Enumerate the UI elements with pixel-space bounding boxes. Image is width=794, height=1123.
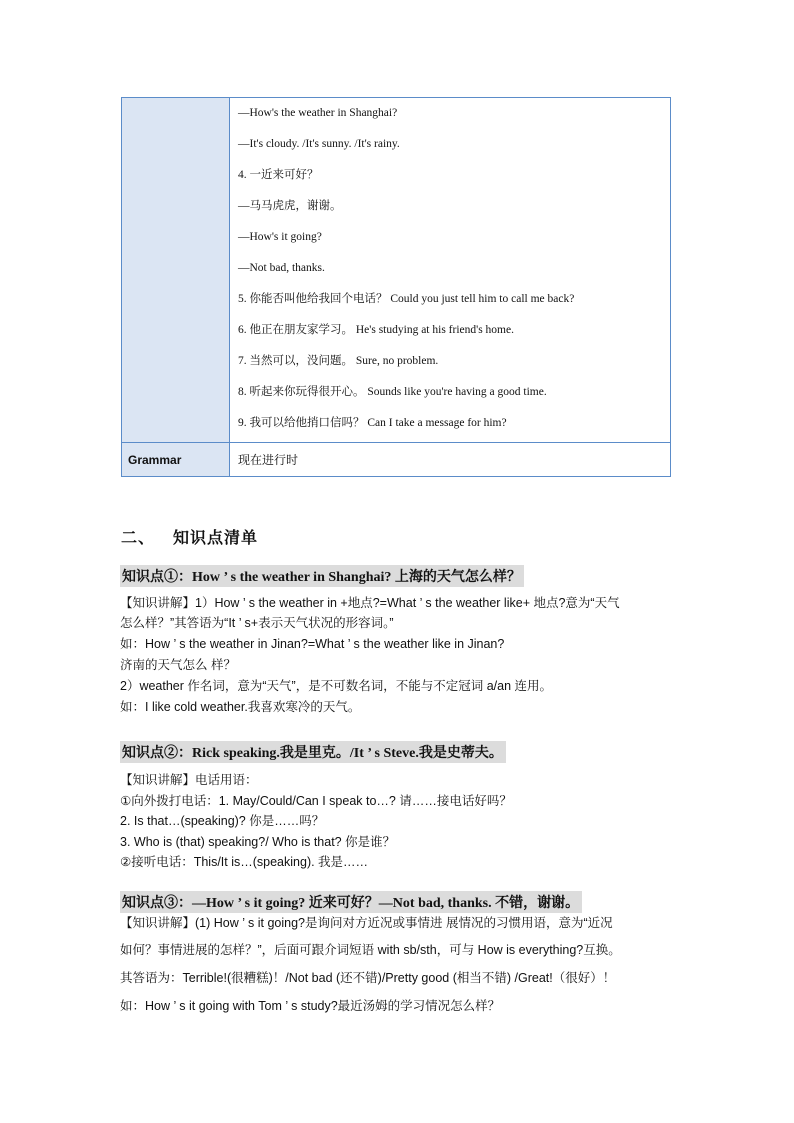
section-number: 二、: [121, 528, 156, 547]
table-line: —How's it going?: [238, 231, 322, 243]
kp3-heading: 知识点③：—How ’ s it going? 近来可好？—Not bad, thanks. 不错，谢谢。: [120, 891, 582, 913]
kp3-line: 其答语为：Terrible!(很糟糕)！/Not bad (还不错)/Pretty good (相当不错) /Great!（很好）！: [120, 971, 616, 985]
kp1-heading: 知识点①：How ’ s the weather in Shanghai? 上海的天气怎么样？: [120, 565, 524, 587]
kp1-line: 【知识讲解】1）How ’ s the weather in +地点?=What ’ s the weather like+ 地点?意为“天气: [120, 596, 620, 610]
table-line: 4. 一近来可好？: [238, 169, 319, 181]
vocab-table: [121, 97, 671, 477]
table-row-grammar: [122, 442, 670, 476]
kp2-line: 【知识讲解】电话用语：: [120, 773, 258, 787]
kp2-line: 3. Who is (that) speaking?/ Who is that? 你是谁？: [120, 835, 396, 849]
table-line: 9. 我可以给他捎口信吗？ Can I take a message for him?: [238, 417, 507, 429]
kp1-line: 2）weather 作名词，意为“天气”，是不可数名词，不能与不定冠词 a/an 连用。: [120, 679, 552, 693]
kp3-line: 如：How ’ s it going with Tom ’ s study?最近汤姆的学习情况怎么样？: [120, 999, 501, 1013]
table-row-expressions: [122, 98, 670, 442]
table-line: 6. 他正在朋友家学习。 He's studying at his friend's home.: [238, 324, 514, 336]
table-line: —How's the weather in Shanghai?: [238, 107, 398, 119]
section-title: 知识点清单: [173, 528, 259, 547]
section-heading: [121, 525, 258, 548]
grammar-label: Grammar: [122, 443, 230, 476]
kp1-line: 济南的天气怎么 样？: [120, 658, 236, 672]
table-line: 7. 当然可以，没问题。 Sure, no problem.: [238, 355, 439, 367]
kp3-line: 如何？事情进展的怎样？”，后面可跟介词短语 with sb/sth，可与 How is everything?互换。: [120, 943, 621, 957]
kp1-line: 怎么样？”其答语为“It ’ s+表示天气状况的形容词。”: [120, 616, 394, 630]
kp3-line: 【知识讲解】(1) How ’ s it going?是询问对方近况或事情进 展情况的习惯用语，意为“近况: [120, 916, 613, 930]
table-line: —马马虎虎，谢谢。: [238, 200, 342, 212]
kp1-line: 如：How ’ s the weather in Jinan?=What ’ s the weather like in Jinan?: [120, 637, 505, 651]
table-content-cell: [230, 98, 670, 442]
table-line: —It's cloudy. /It's sunny. /It's rainy.: [238, 138, 400, 150]
kp2-heading: 知识点②：Rick speaking.我是里克。/It ’ s Steve.我是史蒂夫。: [120, 741, 506, 763]
table-line: 5. 你能否叫他给我回个电话？ Could you just tell him to call me back?: [238, 293, 575, 305]
grammar-value: 现在进行时: [238, 453, 299, 467]
kp2-line: ②接听电话：This/It is…(speaking). 我是……: [120, 855, 369, 869]
table-label-cell: [122, 98, 230, 442]
table-line: —Not bad, thanks.: [238, 262, 325, 274]
table-line: 8. 听起来你玩得很开心。 Sounds like you're having a good time.: [238, 386, 547, 398]
kp2-line: ①向外拨打电话：1. May/Could/Can I speak to…? 请……接电话好吗？: [120, 794, 512, 808]
kp2-line: 2. Is that…(speaking)? 你是……吗？: [120, 814, 325, 828]
kp1-line: 如：I like cold weather.我喜欢寒冷的天气。: [120, 700, 361, 714]
